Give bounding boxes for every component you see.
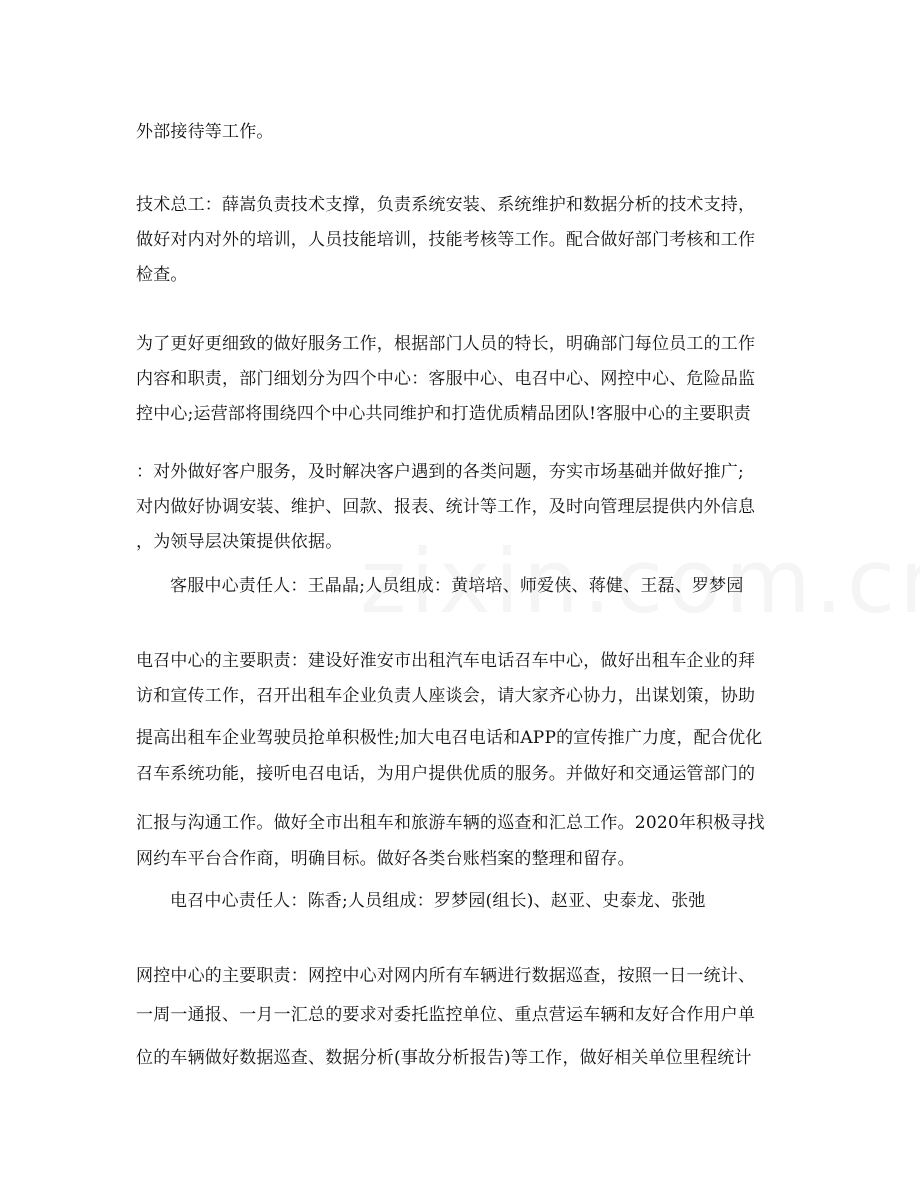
paragraph-line: 一周一通报、一月一汇总的要求对委托监控单位、重点营运车辆和友好合作用户单	[136, 1005, 756, 1025]
paragraph-line: 做好对内对外的培训，人员技能培训，技能考核等工作。配合做好部门考核和工作	[136, 230, 756, 250]
paragraph-line: 控中心;运营部将围绕四个中心共同维护和打造优质精品团队!客服中心的主要职责	[136, 404, 751, 424]
paragraph-line: 位的车辆做好数据巡查、数据分析(事故分析报告)等工作，做好相关单位里程统计	[136, 1048, 752, 1068]
staff-line-customer-service: 客服中心责任人：王晶晶;人员组成：黄培培、师爱侠、蒋健、王磊、罗梦园	[170, 576, 744, 596]
paragraph-line: 外部接待等工作。	[136, 122, 274, 142]
paragraph-line: ：对外做好客户服务，及时解决客户遇到的各类问题，夯实市场基础并做好推广;	[136, 462, 744, 482]
paragraph-line: 检查。	[136, 265, 188, 285]
paragraph-line: 对内做好协调安装、维护、回款、报表、统计等工作，及时向管理层提供内外信息	[136, 497, 756, 517]
paragraph-line: 访和宣传工作，召开出租车企业负责人座谈会，请大家齐心协力，出谋划策，协助	[136, 686, 756, 706]
paragraph-line: 提高出租车企业驾驶员抢单积极性;加大电召电话和APP的宣传推广力度，配合优化	[136, 728, 763, 748]
staff-line-dispatch-center: 电召中心责任人：陈香;人员组成：罗梦园(组长)、赵亚、史泰龙、张弛	[170, 891, 706, 911]
paragraph-line: 召车系统功能，接听电召电话，为用户提供优质的服务。并做好和交通运管部门的	[136, 764, 756, 784]
paragraph-line: 汇报与沟通工作。做好全市出租车和旅游车辆的巡查和汇总工作。2020年积极寻找	[136, 813, 765, 833]
paragraph-line: ，为领导层决策提供依据。	[136, 532, 343, 552]
paragraph-line: 电召中心的主要职责：建设好淮安市出租汽车电话召车中心，做好出租车企业的拜	[136, 651, 756, 671]
paragraph-line: 内容和职责，部门细划分为四个中心：客服中心、电召中心、网控中心、危险品监	[136, 369, 756, 389]
paragraph-line: 技术总工：薛嵩负责技术支撑，负责系统安装、系统维护和数据分析的技术支持，	[136, 195, 756, 215]
paragraph-line: 网约车平台合作商，明确目标。做好各类台账档案的整理和留存。	[136, 849, 635, 869]
paragraph-line: 网控中心的主要职责：网控中心对网内所有车辆进行数据巡查，按照一日一统计、	[136, 966, 756, 986]
paragraph-line: 为了更好更细致的做好服务工作，根据部门人员的特长，明确部门每位员工的工作	[136, 334, 756, 354]
